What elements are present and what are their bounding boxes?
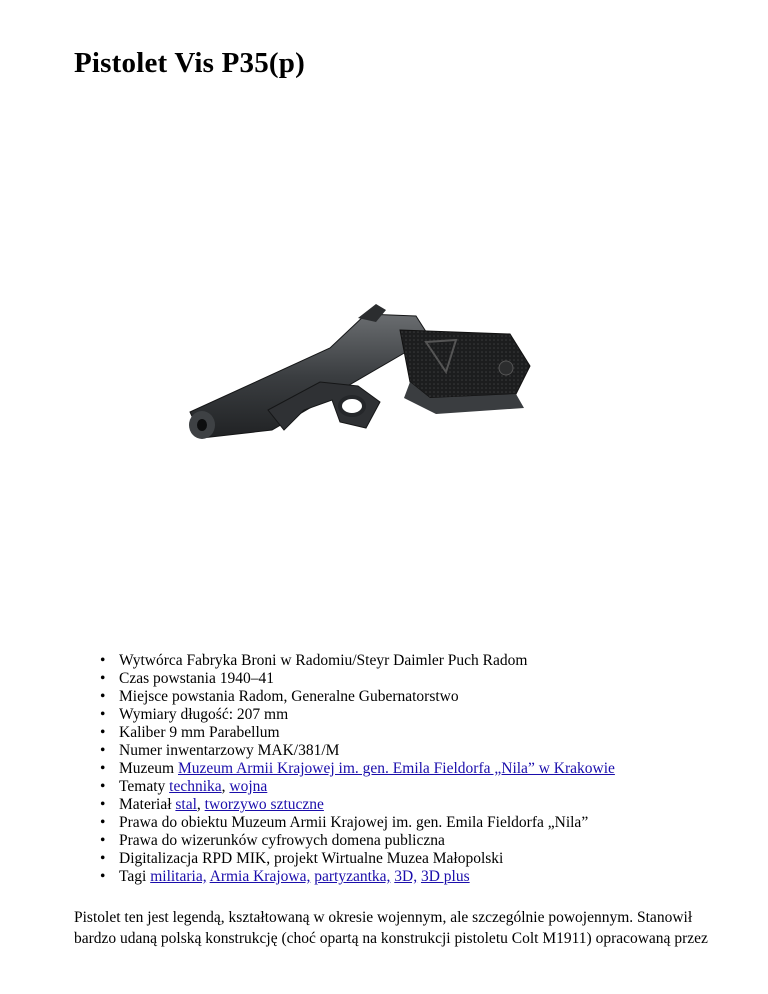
metadata-value: Fabryka Broni w Radomiu/Steyr Daimler Puch Radom (186, 652, 528, 669)
metadata-item (74, 832, 615, 850)
metadata-value: domena publiczna (331, 832, 445, 849)
metadata-value: Muzeum Armii Krajowej im. gen. Emila Fieldorfa „Nila” (231, 814, 589, 831)
metadata-link[interactable]: technika (169, 778, 222, 795)
metadata-label: Czas powstania (119, 670, 216, 687)
metadata-label: Materiał (119, 796, 172, 813)
metadata-value: długość: 207 mm (180, 706, 289, 723)
metadata-item (74, 652, 615, 670)
metadata-value: RPD MIK, projekt Wirtualne Muzea Małopolski (202, 850, 504, 867)
metadata-label: Wytwórca (119, 652, 183, 669)
metadata-item (74, 814, 615, 832)
metadata-item (74, 724, 615, 742)
metadata-label: Muzeum (119, 760, 175, 777)
metadata-item (74, 688, 615, 706)
metadata-label: Prawa do obiektu (119, 814, 228, 831)
metadata-item (74, 670, 615, 688)
description-paragraph: Pistolet ten jest legendą, kształtowaną w okresie wojennym, ale szczególnie powojennym. Stanowił bardzo udaną polską konstrukcję (choć opartą na konstrukcji pistoletu Colt M1911) opracowaną przez (74, 909, 708, 947)
metadata-label: Numer inwentarzowy (119, 742, 254, 759)
metadata-list (74, 652, 615, 886)
metadata-item (74, 760, 615, 778)
metadata-item (74, 850, 615, 868)
metadata-label: Tagi (119, 868, 147, 885)
metadata-label: Digitalizacja (119, 850, 199, 867)
metadata-item (74, 706, 615, 724)
metadata-label: Kaliber (119, 724, 166, 741)
metadata-link[interactable]: militaria, (150, 868, 207, 885)
metadata-label: Prawa do wizerunków cyfrowych (119, 832, 328, 849)
metadata-label: Wymiary (119, 706, 177, 723)
metadata-label: Tematy (119, 778, 166, 795)
metadata-link[interactable]: tworzywo sztuczne (204, 796, 324, 813)
metadata-value: 9 mm Parabellum (169, 724, 280, 741)
metadata-link[interactable]: stal (175, 796, 197, 813)
metadata-item: • Tematy technika, wojna (74, 778, 615, 796)
metadata-link[interactable]: Armia Krajowa, (209, 868, 311, 885)
metadata-link[interactable]: wojna (229, 778, 268, 795)
metadata-link[interactable]: 3D, (394, 868, 418, 885)
metadata-value: 1940–41 (219, 670, 274, 687)
metadata-link[interactable]: partyzantka, (314, 868, 391, 885)
metadata-value: MAK/381/M (257, 742, 340, 759)
metadata-link[interactable]: Muzeum Armii Krajowej im. gen. Emila Fieldorfa „Nila” w Krakowie (177, 760, 615, 777)
pistol-illustration (180, 290, 540, 450)
metadata-link[interactable]: 3D plus (420, 868, 470, 885)
metadata-item: • Materiał stal, tworzywo sztuczne (74, 796, 615, 814)
metadata-label: Miejsce powstania (119, 688, 235, 705)
pistol-photo (180, 290, 540, 450)
metadata-value: Radom, Generalne Gubernatorstwo (238, 688, 459, 705)
page-title: Pistolet Vis P35(p) (74, 47, 305, 79)
metadata-item (74, 742, 615, 760)
metadata-item (74, 868, 615, 886)
